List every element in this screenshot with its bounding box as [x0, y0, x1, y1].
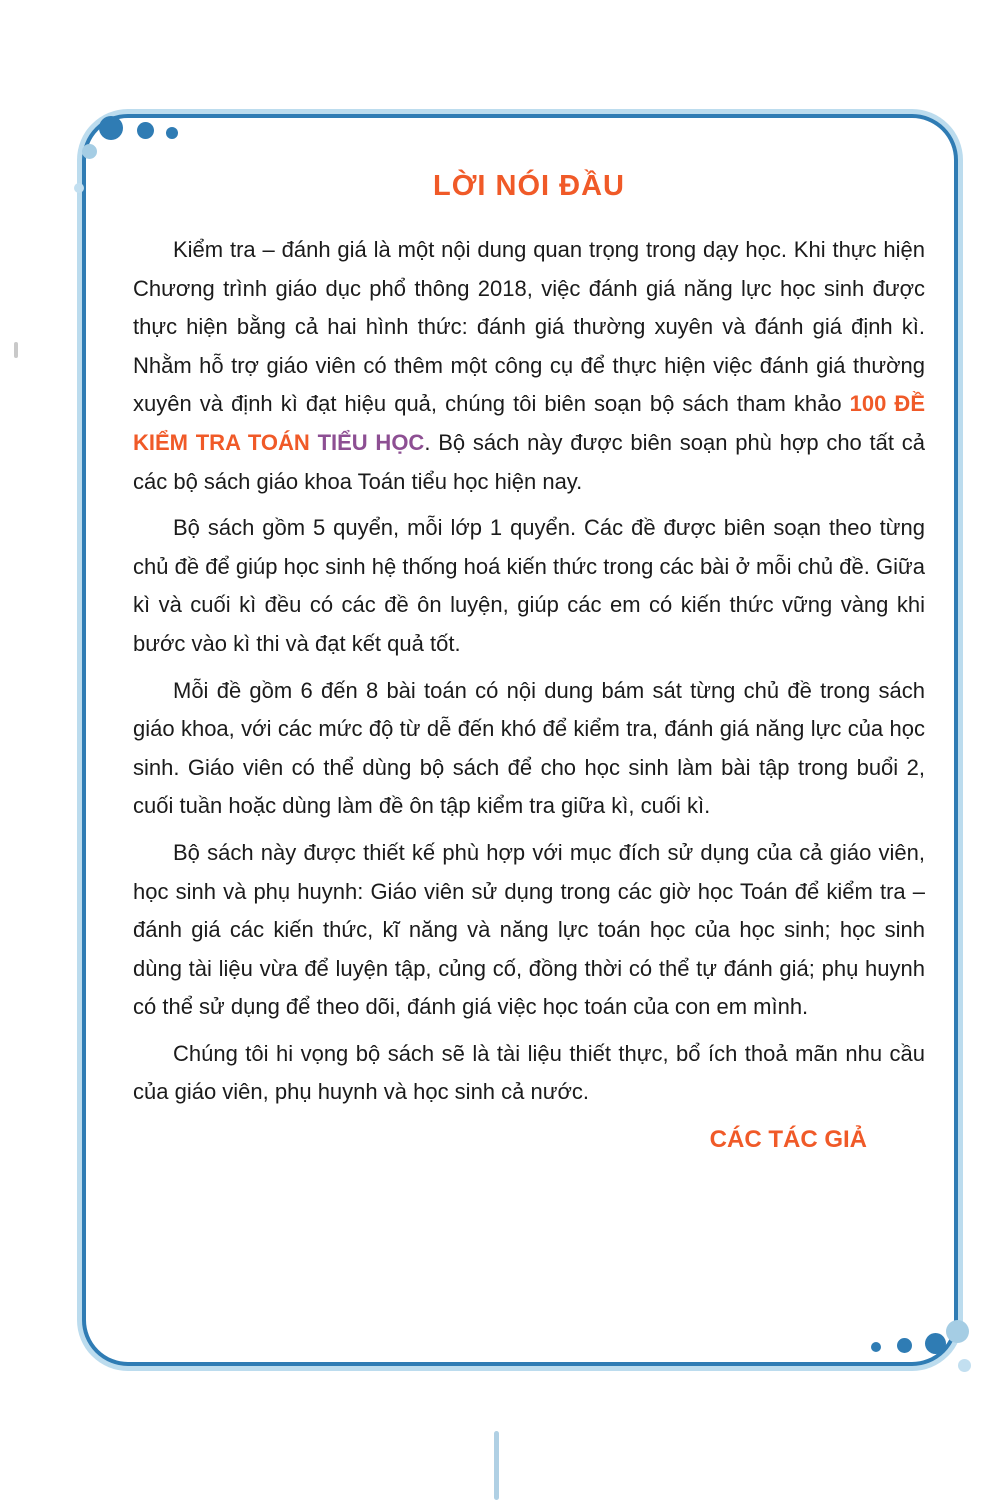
book-title-highlight-purple: TIỂU HỌC	[309, 429, 425, 455]
paragraph-3: Mỗi đề gồm 6 đến 8 bài toán có nội dung bám sát từng chủ đề trong sách giáo khoa, với các mức độ từ dễ đến khó để kiểm tra, đánh giá năng lực của học sinh. Giáo viên có thể dùng bộ sách để cho học sinh làm bài tập trong buổi 2, cuối tuần hoặc dùng làm đề ôn tập kiểm tra giữa kì, cuối kì.	[133, 677, 925, 819]
scan-artifact-edge-mark	[14, 342, 18, 358]
paragraph-4: Bộ sách này được thiết kế phù hợp với mục đích sử dụng của cả giáo viên, học sinh và phụ huynh: Giáo viên sử dụng trong các giờ học Toán để kiểm tra – đánh giá các kiến thức, kĩ năng và năng lực toán học của học sinh; học sinh dùng tài liệu vừa để luyện tập, củng cố, đồng thời có thể tự đánh giá; phụ huynh có thể sử dụng để theo dõi, đánh giá việc học toán của con em mình.	[133, 839, 925, 1020]
decorative-dot-top-left-tiny	[74, 183, 84, 193]
paragraph-5: Chúng tôi hi vọng bộ sách sẽ là tài liệu thiết thực, bổ ích thoả mãn nhu cầu của giáo viên, phụ huynh và học sinh cả nước.	[133, 1040, 925, 1105]
page-content	[133, 170, 925, 1154]
paragraph-1-text-after: . Bộ sách này được biên soạn phù hợp cho tất cả các bộ sách giáo khoa Toán tiểu học hiện nay.	[133, 429, 925, 494]
decorative-dot-top-left-medium	[137, 122, 154, 139]
paragraph-2: Bộ sách gồm 5 quyển, mỗi lớp 1 quyển. Các đề được biên soạn theo từng chủ đề để giúp học sinh hệ thống hoá kiến thức trong các bài ở mỗi chủ đề. Giữa kì và cuối kì đều có các đề ôn luyện, giúp các em có kiến thức vững vàng khi bước vào kì thi và đạt kết quả tốt.	[133, 515, 925, 656]
decorative-dot-bottom-right-small	[871, 1342, 881, 1352]
decorative-dot-bottom-right-large	[925, 1333, 946, 1354]
decorative-dot-bottom-right-light	[946, 1320, 969, 1343]
page-title: LỜI NÓI ĐẦU	[432, 170, 625, 202]
authors-signature: CÁC TÁC GIẢ	[709, 1126, 867, 1154]
book-title-highlight-orange: 100 ĐỀ KIỂM TRA TOÁN	[133, 391, 925, 455]
decorative-dot-bottom-right-tiny	[958, 1359, 971, 1372]
decorative-dot-bottom-right-medium	[897, 1338, 912, 1353]
decorative-dot-top-left-light	[82, 144, 97, 159]
paragraph-1-text-before: Kiểm tra – đánh giá là một nội dung quan trọng trong dạy học. Khi thực hiện Chương trình giáo dục phổ thông 2018, việc đánh giá năng lực học sinh được thực hiện bằng cả hai hình thức: đánh giá thường xuyên và đánh giá định kì. Nhằm hỗ trợ giáo viên có thêm một công cụ để thực hiện việc đánh giá thường xuyên và định kì đạt hiệu quả, chúng tôi biên soạn bộ sách tham khảo	[133, 237, 925, 417]
paragraph-1	[133, 231, 925, 501]
decorative-dot-top-left-small	[166, 127, 178, 139]
decorative-dot-top-left-large	[99, 116, 123, 140]
scan-artifact-vertical-line	[494, 1431, 499, 1500]
